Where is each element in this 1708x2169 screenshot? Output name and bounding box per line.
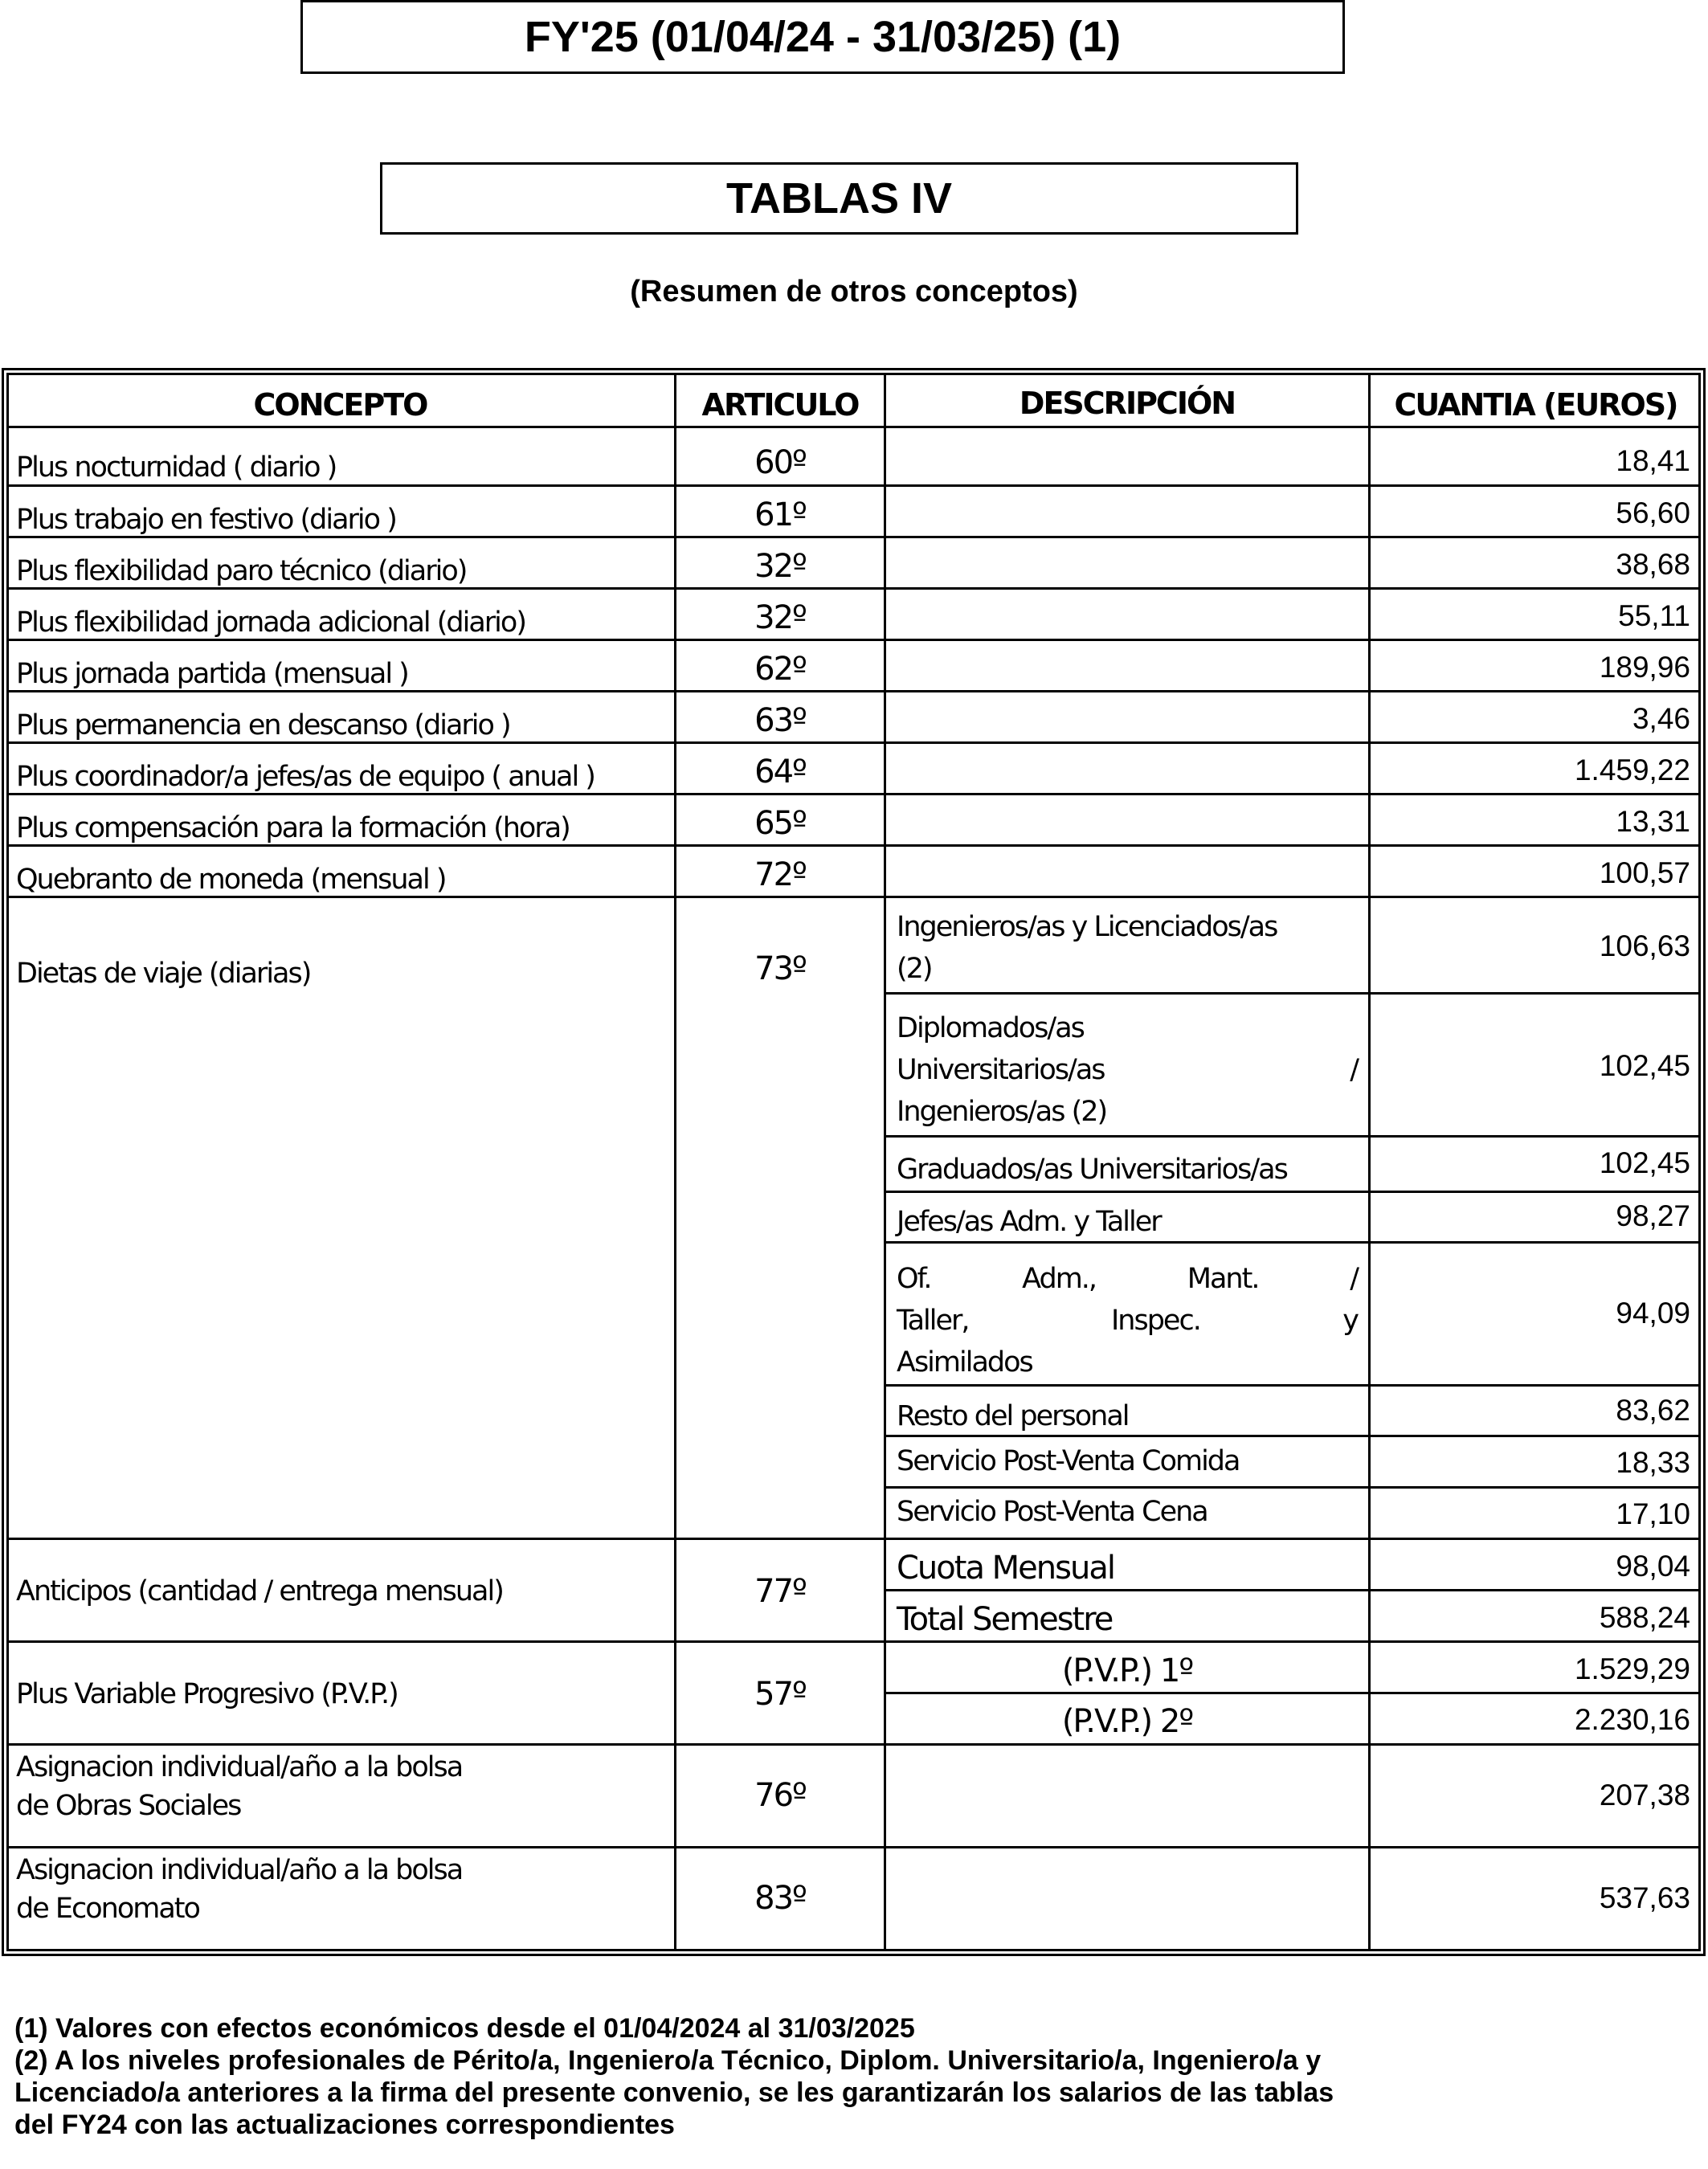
concepto-cell: Plus permanencia en descanso (diario ) <box>16 709 510 741</box>
concepto-cell: Quebranto de moneda (mensual ) <box>16 864 446 896</box>
cuantia-cell: 17,10 <box>1616 1497 1690 1530</box>
header-articulo: ARTICULO <box>701 387 859 423</box>
cuantia-cell: 106,63 <box>1599 929 1690 962</box>
cuantia-cell: 38,68 <box>1616 548 1690 581</box>
table-title: TABLAS IV <box>380 162 1298 235</box>
articulo-cell: 64º <box>754 754 806 790</box>
concepto-cell: Dietas de viaje (diarias) <box>16 958 311 990</box>
fy-title: FY'25 (01/04/24 - 31/03/25) (1) <box>300 0 1345 74</box>
cuantia-cell: 189,96 <box>1599 651 1690 684</box>
articulo-cell: 60º <box>754 444 806 481</box>
articulo-cell: 57º <box>754 1676 806 1713</box>
header-descripcion: DESCRIPCIÓN <box>1019 386 1236 421</box>
cuantia-cell: 102,45 <box>1599 1049 1690 1082</box>
cuantia-cell: 56,60 <box>1616 496 1690 529</box>
descripcion-cell: Servicio Post-Venta Cena <box>897 1496 1207 1528</box>
subtitle: (Resumen de otros conceptos) <box>630 275 1078 308</box>
articulo-cell: 32º <box>754 548 806 585</box>
cuantia-cell: 98,04 <box>1616 1550 1690 1583</box>
cuantia-cell: 102,45 <box>1599 1146 1690 1179</box>
footnote-2-line-1: (2) A los niveles profesionales de Périto/a, Ingeniero/a Técnico, Diplom. Universitario/a, Ingeniero/a y <box>14 2045 1322 2076</box>
articulo-cell: 83º <box>754 1880 806 1917</box>
articulo-cell: 73º <box>754 950 806 987</box>
cuantia-cell: 18,41 <box>1616 444 1690 477</box>
descripcion-cell: (P.V.P.) 1º <box>1061 1652 1193 1689</box>
header-concepto: CONCEPTO <box>253 387 427 423</box>
cuantia-cell: 1.459,22 <box>1574 754 1690 786</box>
concepto-cell: Plus compensación para la formación (hora) <box>16 812 570 844</box>
articulo-cell: 72º <box>754 856 806 893</box>
cuantia-cell: 100,57 <box>1599 856 1690 889</box>
descripcion-cell: Cuota Mensual <box>897 1550 1114 1587</box>
articulo-cell: 76º <box>754 1777 806 1814</box>
descripcion-cell: Resto del personal <box>897 1400 1129 1432</box>
concepto-cell: Plus coordinador/a jefes/as de equipo ( anual ) <box>16 761 595 793</box>
footnote-2-line-3: del FY24 con las actualizaciones correspondientes <box>14 2110 675 2140</box>
articulo-cell: 63º <box>754 702 806 739</box>
concepto-cell: Asignacion individual/año a la bolsa de Obras Sociales <box>16 1751 463 1822</box>
concepto-cell: Plus nocturnidad ( diario ) <box>16 451 337 484</box>
articulo-cell: 77º <box>754 1573 806 1610</box>
footnote-1: (1) Valores con efectos económicos desde el 01/04/2024 al 31/03/2025 <box>14 2013 915 2044</box>
concepto-cell: Plus trabajo en festivo (diario ) <box>16 504 396 536</box>
footnotes <box>14 2012 1461 2141</box>
descripcion-cell: (P.V.P.) 2º <box>1061 1703 1193 1740</box>
concepto-cell: Plus Variable Progresivo (P.V.P.) <box>16 1678 398 1710</box>
cuantia-cell: 55,11 <box>1618 599 1690 632</box>
descripcion-cell: Servicio Post-Venta Comida <box>897 1445 1240 1477</box>
cuantia-cell: 18,33 <box>1616 1446 1690 1479</box>
descripcion-cell: Total Semestre <box>897 1601 1113 1638</box>
cuantia-cell: 3,46 <box>1632 702 1690 735</box>
cuantia-cell: 2.230,16 <box>1574 1703 1690 1736</box>
cuantia-cell: 94,09 <box>1616 1297 1690 1330</box>
descripcion-cell: Ingenieros/as y Licenciados/as (2) <box>897 911 1277 985</box>
concepto-cell: Asignacion individual/año a la bolsa de Economato <box>16 1854 463 1925</box>
descripcion-cell: Jefes/as Adm. y Taller <box>897 1206 1161 1238</box>
descripcion-cell: Graduados/as Universitarios/as <box>897 1154 1287 1186</box>
concepto-cell: Plus flexibilidad jornada adicional (diario) <box>16 607 525 639</box>
concepto-cell: Anticipos (cantidad / entrega mensual) <box>16 1575 503 1607</box>
cuantia-cell: 83,62 <box>1616 1394 1690 1427</box>
header-cuantia: CUANTIA (EUROS) <box>1394 387 1677 423</box>
articulo-cell: 61º <box>754 496 806 533</box>
articulo-cell: 65º <box>754 805 806 842</box>
articulo-cell: 32º <box>754 599 806 636</box>
footnote-2-line-2: Licenciado/a anteriores a la firma del presente convenio, se les garantizarán los salarios de las tablas <box>14 2077 1334 2108</box>
cuantia-cell: 13,31 <box>1616 805 1690 838</box>
articulo-cell: 62º <box>754 651 806 688</box>
cuantia-cell: 98,27 <box>1616 1199 1690 1232</box>
cuantia-cell: 1.529,29 <box>1574 1652 1690 1685</box>
descripcion-cell: Of. Adm., Mant. / Taller, Inspec. y Asimilados <box>897 1263 1358 1379</box>
cuantia-cell: 588,24 <box>1599 1601 1690 1634</box>
cuantia-cell: 537,63 <box>1599 1881 1690 1914</box>
concepto-cell: Plus jornada partida (mensual ) <box>16 658 408 690</box>
descripcion-cell: Diplomados/as Universitarios/as / Ingenieros/as (2) <box>897 1012 1358 1128</box>
cuantia-cell: 207,38 <box>1599 1779 1690 1812</box>
concepto-cell: Plus flexibilidad paro técnico (diario) <box>16 555 467 587</box>
